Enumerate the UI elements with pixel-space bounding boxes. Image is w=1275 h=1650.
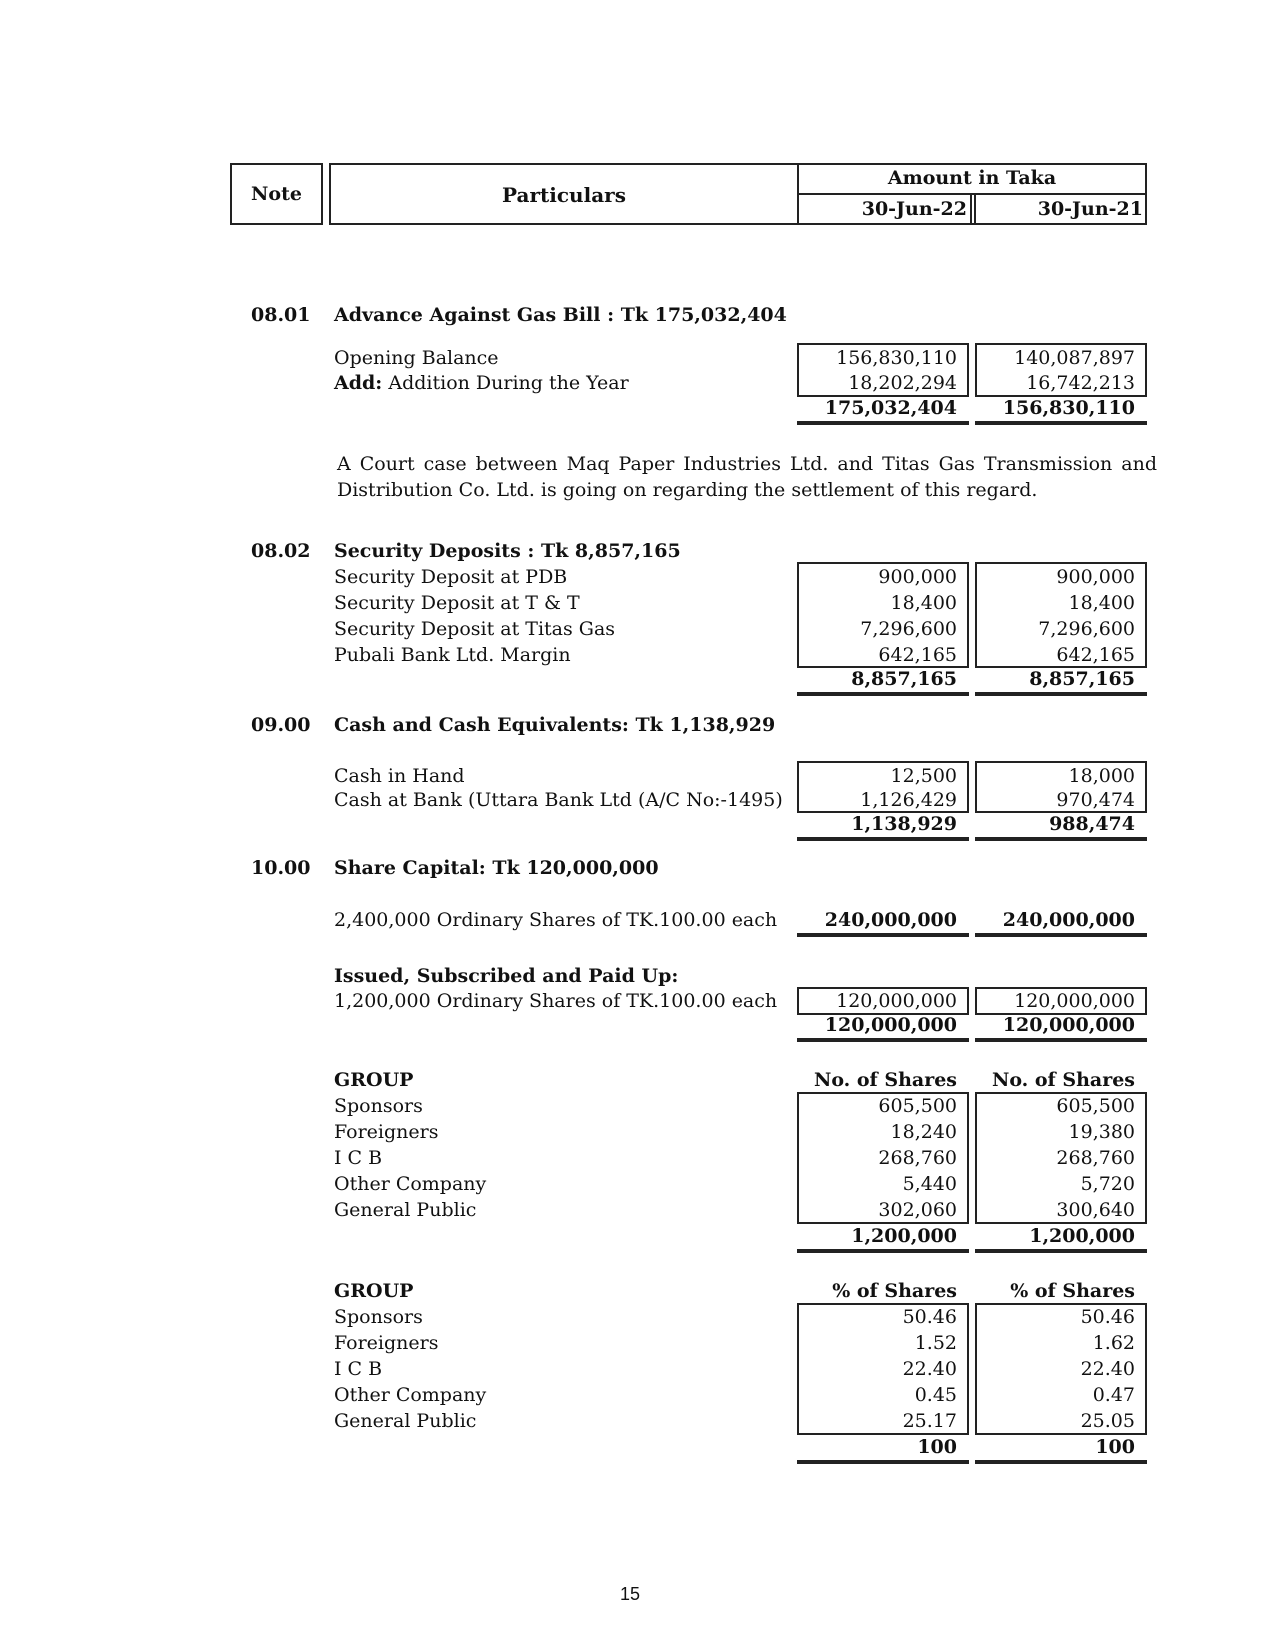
value-cell: 1.52: [914, 1332, 957, 1354]
value-cell: 22.40: [1080, 1358, 1135, 1380]
total-underline: [975, 933, 1147, 937]
value-cell: 900,000: [1056, 566, 1135, 588]
value-cell: 25.17: [902, 1410, 957, 1432]
value-cell: 18,000: [1068, 765, 1135, 787]
header-particulars-label: Particulars: [502, 183, 626, 207]
section-title: Advance Against Gas Bill : Tk 175,032,404: [334, 304, 787, 326]
value-cell: 16,742,213: [1026, 372, 1135, 394]
header-col2: 30-Jun-21: [1037, 198, 1143, 220]
row-label: I C B: [334, 1147, 383, 1169]
note-number: 08.02: [251, 540, 311, 562]
total-underline: [975, 837, 1147, 841]
total-underline: [797, 1249, 969, 1253]
column-label: No. of Shares: [991, 1069, 1135, 1091]
row-label: Foreigners: [334, 1121, 439, 1143]
value-cell: 1,126,429: [860, 789, 957, 811]
total-cell: 1,200,000: [1029, 1225, 1135, 1247]
value-cell: 156,830,110: [836, 347, 957, 369]
value-cell: 120,000,000: [1014, 990, 1135, 1012]
value-cell: 7,296,600: [860, 618, 957, 640]
value-cell: 50.46: [902, 1306, 957, 1328]
row-label: Security Deposit at T & T: [334, 592, 580, 614]
row-label: Security Deposit at Titas Gas: [334, 618, 616, 640]
group-title: GROUP: [334, 1280, 414, 1302]
total-cell: 156,830,110: [1002, 397, 1135, 419]
total-underline: [797, 421, 969, 425]
total-underline: [797, 837, 969, 841]
value-cell: 268,760: [1056, 1147, 1135, 1169]
total-cell: 8,857,165: [1029, 668, 1135, 690]
total-underline: [975, 1249, 1147, 1253]
value-cell: 300,640: [1056, 1199, 1135, 1221]
value-cell: 22.40: [902, 1358, 957, 1380]
total-underline: [975, 421, 1147, 425]
row-label: I C B: [334, 1358, 383, 1380]
value-cell: 970,474: [1056, 789, 1135, 811]
total-cell: 175,032,404: [824, 397, 957, 419]
value-cell: 268,760: [878, 1147, 957, 1169]
value-cell: 120,000,000: [836, 990, 957, 1012]
total-cell: 100: [1095, 1436, 1135, 1458]
row-label-prefix: Add:: [334, 372, 383, 394]
value-cell: 0.45: [914, 1384, 957, 1406]
page-number: 15: [620, 1584, 641, 1604]
section-title: Cash and Cash Equivalents: Tk 1,138,929: [334, 714, 776, 736]
note-paragraph: [337, 451, 1157, 503]
row-label: Sponsors: [334, 1095, 423, 1117]
section-title: Security Deposits : Tk 8,857,165: [334, 540, 681, 562]
row-label: Opening Balance: [334, 347, 499, 369]
value-cell: 18,400: [890, 592, 957, 614]
total-cell: 120,000,000: [1002, 1014, 1135, 1036]
value-cell: 642,165: [1056, 644, 1135, 666]
note-paragraph-line: Distribution Co. Ltd. is going on regarding the settlement of this regard.: [337, 479, 1038, 501]
value-cell: 19,380: [1068, 1121, 1135, 1143]
row-label: Cash in Hand: [334, 765, 465, 787]
row-label: Security Deposit at PDB: [334, 566, 568, 588]
row-label: Pubali Bank Ltd. Margin: [334, 644, 571, 666]
section-title: Share Capital: Tk 120,000,000: [334, 857, 659, 879]
total-cell: 1,200,000: [851, 1225, 957, 1247]
total-cell: 120,000,000: [824, 1014, 957, 1036]
note-number: 08.01: [251, 304, 311, 326]
value-cell: 18,240: [890, 1121, 957, 1143]
subsection-title: Issued, Subscribed and Paid Up:: [334, 965, 679, 987]
total-underline: [797, 692, 969, 696]
value-cell: 605,500: [878, 1095, 957, 1117]
total-cell: 100: [917, 1436, 957, 1458]
value-cell: 18,400: [1068, 592, 1135, 614]
header-col1: 30-Jun-22: [861, 198, 967, 220]
total-underline: [797, 1038, 969, 1042]
column-label: % of Shares: [1010, 1280, 1135, 1302]
total-underline: [797, 933, 969, 937]
value-cell: 18,202,294: [848, 372, 957, 394]
value-cell: 50.46: [1080, 1306, 1135, 1328]
value-cell: 240,000,000: [1002, 909, 1135, 931]
row-label: [334, 372, 629, 394]
total-underline: [797, 1460, 969, 1464]
row-label: Other Company: [334, 1384, 487, 1406]
value-cell: 240,000,000: [824, 909, 957, 931]
total-cell: 1,138,929: [851, 813, 957, 835]
row-label: Sponsors: [334, 1306, 423, 1328]
row-label: General Public: [334, 1199, 477, 1221]
value-cell: 0.47: [1092, 1384, 1135, 1406]
total-cell: 988,474: [1049, 813, 1135, 835]
value-cell: 12,500: [890, 765, 957, 787]
group-title: GROUP: [334, 1069, 414, 1091]
value-cell: 25.05: [1080, 1410, 1135, 1432]
value-cell: 642,165: [878, 644, 957, 666]
value-cell: 7,296,600: [1038, 618, 1135, 640]
total-underline: [975, 1460, 1147, 1464]
column-label: % of Shares: [832, 1280, 957, 1302]
note-number: 10.00: [251, 857, 311, 879]
note-number: 09.00: [251, 714, 311, 736]
row-label: Other Company: [334, 1173, 487, 1195]
total-underline: [975, 1038, 1147, 1042]
header-note-label: Note: [251, 183, 302, 205]
value-cell: 302,060: [878, 1199, 957, 1221]
total-cell: 8,857,165: [851, 668, 957, 690]
row-label: 1,200,000 Ordinary Shares of TK.100.00 each: [334, 990, 778, 1012]
total-underline: [975, 692, 1147, 696]
header-amount-label: Amount in Taka: [887, 167, 1057, 189]
value-cell: 5,440: [902, 1173, 957, 1195]
row-label: 2,400,000 Ordinary Shares of TK.100.00 each: [334, 909, 778, 931]
value-cell: 605,500: [1056, 1095, 1135, 1117]
row-label: Foreigners: [334, 1332, 439, 1354]
column-label: No. of Shares: [813, 1069, 957, 1091]
value-cell: 1.62: [1092, 1332, 1135, 1354]
note-paragraph-line: A Court case between Maq Paper Industries Ltd. and Titas Gas Transmission and: [337, 453, 1157, 475]
row-label-text: Addition During the Year: [388, 372, 629, 394]
row-label: General Public: [334, 1410, 477, 1432]
value-cell: 5,720: [1080, 1173, 1135, 1195]
value-cell: 140,087,897: [1014, 347, 1135, 369]
row-label: Cash at Bank (Uttara Bank Ltd (A/C No:-1495): [334, 789, 783, 811]
value-cell: 900,000: [878, 566, 957, 588]
